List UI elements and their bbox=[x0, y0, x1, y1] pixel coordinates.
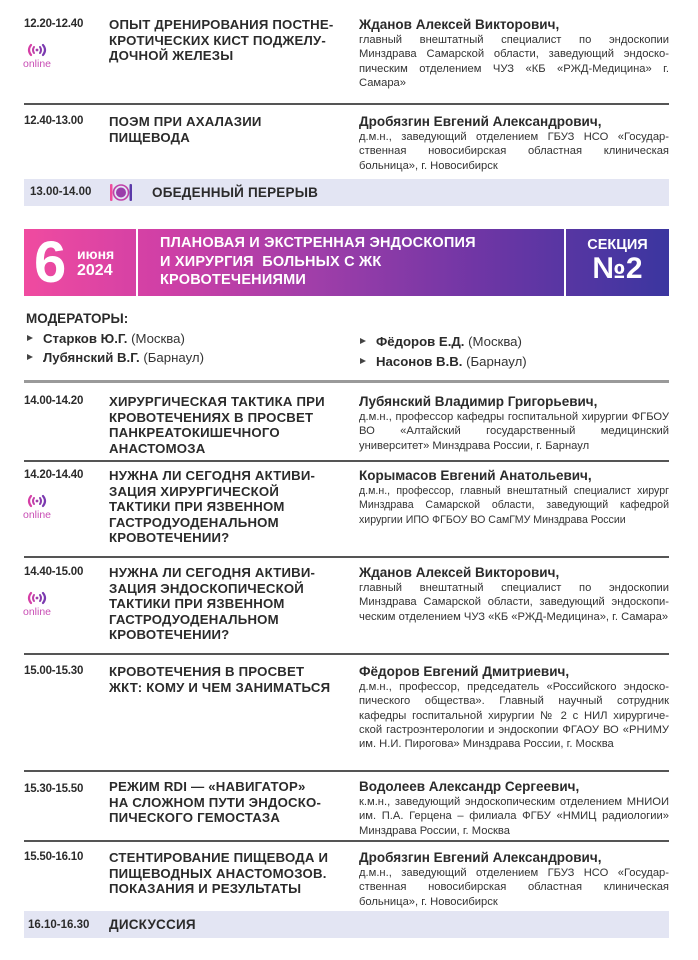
break-time: 13.00-14.00 bbox=[30, 186, 92, 198]
section-title: ПЛАНОВАЯ И ЭКСТРЕННАЯ ЭНДОСКОПИЯ И ХИРУРГИЯ БОЛЬНЫХ С ЖК КРОВОТЕЧЕНИЯМИ bbox=[160, 235, 476, 288]
session-time: 14.40-15.00 bbox=[24, 566, 84, 578]
moderator-name: Фёдоров Е.Д. bbox=[376, 334, 465, 349]
row-divider bbox=[24, 770, 669, 772]
session-title: РЕЖИМ RDI — «НАВИГАТОР» НА СЛОЖНОМ ПУТИ ЭНДОСКО- ПИЧЕСКОГО ГЕМОСТАЗА bbox=[109, 779, 322, 825]
speaker bbox=[359, 114, 669, 173]
speaker bbox=[359, 394, 669, 453]
speaker-name: Корымасов Евгений Анатольевич, bbox=[359, 468, 592, 483]
discussion-bar bbox=[24, 911, 669, 938]
row-divider bbox=[24, 840, 669, 842]
speaker-bio: д.м.н., заведующий отделением ГБУЗ НСО «Государ-ственная новосибирская областная клиническая больница», г. Новосибирск bbox=[359, 867, 669, 908]
moderator-name: Старков Ю.Г. bbox=[43, 331, 128, 346]
moderator-item bbox=[27, 350, 204, 365]
session-time: 12.40-13.00 bbox=[24, 115, 84, 127]
speaker bbox=[359, 17, 669, 90]
broadcast-icon bbox=[26, 43, 48, 57]
session-time: 15.00-15.30 bbox=[24, 665, 84, 677]
row-divider bbox=[24, 103, 669, 105]
session-title: ПОЭМ ПРИ АХАЛАЗИИ ПИЩЕВОДА bbox=[109, 114, 262, 145]
moderator-city: (Москва) bbox=[468, 334, 522, 349]
session-time: 15.30-15.50 bbox=[24, 783, 84, 795]
session-time: 14.20-14.40 bbox=[24, 469, 84, 481]
schedule-row bbox=[24, 851, 669, 906]
moderator-city: (Москва) bbox=[131, 331, 185, 346]
row-divider bbox=[24, 556, 669, 558]
online-label: online bbox=[22, 58, 52, 70]
plate-cutlery-icon bbox=[108, 182, 134, 203]
speaker bbox=[359, 565, 669, 624]
moderator-item bbox=[27, 331, 185, 346]
speaker-bio: д.м.н., профессор, председатель «Российского эндоско-пического общества». Главный научный сотрудник кафедры госпитальной хирургии № 2 с НИЛ хирургиче-ской гастроэнтерологии и эндоскопии ФГАОУ ВО «РНИМУ им. Н.И. Пирогова» Минздрава России, г. Москва bbox=[359, 681, 669, 751]
date-month: июня bbox=[77, 246, 115, 262]
moderator-name: Насонов В.В. bbox=[376, 354, 463, 369]
schedule-row bbox=[24, 566, 669, 651]
session-time: 15.50-16.10 bbox=[24, 851, 84, 863]
section-label: СЕКЦИЯ bbox=[587, 237, 648, 253]
discussion-label: ДИСКУССИЯ bbox=[109, 917, 196, 932]
speaker bbox=[359, 468, 669, 527]
bullet-triangle-icon bbox=[360, 338, 366, 344]
moderators bbox=[26, 311, 671, 326]
bullet-triangle-icon bbox=[27, 354, 33, 360]
broadcast-icon bbox=[26, 591, 48, 605]
bullet-triangle-icon bbox=[360, 358, 366, 364]
speaker-name: Водолеев Александр Сергеевич, bbox=[359, 779, 580, 794]
schedule-row bbox=[24, 395, 669, 457]
session-title: НУЖНА ЛИ СЕГОДНЯ АКТИВИ- ЗАЦИЯ ХИРУРГИЧЕСКОЙ ТАКТИКИ ПРИ ЯЗВЕННОМ ГАСТРОДУОДЕНАЛЬНОМ КРОВОТЕЧЕНИИ? bbox=[109, 468, 316, 545]
section-banner bbox=[24, 229, 669, 296]
session-time: 12.20-12.40 bbox=[24, 18, 84, 30]
online-label: online bbox=[22, 606, 52, 618]
online-badge bbox=[17, 591, 57, 618]
moderator-name: Лубянский В.Г. bbox=[43, 350, 140, 365]
session-time: 14.00-14.20 bbox=[24, 395, 84, 407]
moderator-city: (Барнаул) bbox=[466, 354, 527, 369]
date-day: 6 bbox=[34, 230, 67, 295]
schedule-row bbox=[24, 780, 669, 840]
speaker-bio: главный внештатный специалист по эндоскопии Минздрава Самарской области, заведующий эндоско-пическим отделением ЧУЗ «КБ «РЖД-Медицина» г. Самара» bbox=[359, 34, 669, 89]
session-title: ХИРУРГИЧЕСКАЯ ТАКТИКА ПРИ КРОВОТЕЧЕНИЯХ В ПРОСВЕТ ПАНКРЕАТОКИШЕЧНОГО АНАСТОМОЗА bbox=[109, 394, 325, 456]
speaker-name: Жданов Алексей Викторович, bbox=[359, 565, 560, 580]
online-label: online bbox=[22, 509, 52, 521]
speaker bbox=[359, 664, 669, 751]
session-title: ОПЫТ ДРЕНИРОВАНИЯ ПОСТНЕ- КРОТИЧЕСКИХ КИСТ ПОДЖЕЛУ- ДОЧНОЙ ЖЕЛЕЗЫ bbox=[109, 17, 334, 63]
speaker-name: Дробязгин Евгений Александрович, bbox=[359, 114, 602, 129]
discussion-time: 16.10-16.30 bbox=[28, 919, 90, 931]
break-label: ОБЕДЕННЫЙ ПЕРЕРЫВ bbox=[152, 185, 319, 200]
speaker-name: Лубянский Владимир Григорьевич, bbox=[359, 394, 598, 409]
bullet-triangle-icon bbox=[27, 335, 33, 341]
session-title: КРОВОТЕЧЕНИЯ В ПРОСВЕТ ЖКТ: КОМУ И ЧЕМ ЗАНИМАТЬСЯ bbox=[109, 664, 331, 695]
date-box bbox=[24, 229, 136, 296]
schedule-row bbox=[24, 18, 669, 98]
schedule-row bbox=[24, 469, 669, 554]
speaker-name: Дробязгин Евгений Александрович, bbox=[359, 850, 602, 865]
speaker-name: Жданов Алексей Викторович, bbox=[359, 17, 560, 32]
speaker bbox=[359, 779, 669, 838]
row-divider bbox=[24, 653, 669, 655]
moderator-item bbox=[360, 354, 527, 369]
speaker-bio: д.м.н., профессор кафедры госпитальной хирургии ФГБОУ ВО «Алтайский государственный медицинский университет» Минздрава России, г. Барнаул bbox=[359, 411, 669, 452]
online-badge bbox=[17, 494, 57, 521]
banner-separator bbox=[136, 229, 138, 296]
speaker bbox=[359, 850, 669, 909]
row-divider bbox=[24, 460, 669, 462]
schedule-row bbox=[24, 115, 669, 175]
speaker-name: Фёдоров Евгений Дмитриевич, bbox=[359, 664, 570, 679]
speaker-bio: к.м.н., заведующий эндоскопическим отделением МНИОИ им. П.А. Герцена – филиала ФГБУ «НМИЦ радиологии» Минздрава России, г. Москва bbox=[359, 796, 669, 837]
section-number: №2 bbox=[592, 252, 643, 285]
online-badge bbox=[17, 43, 57, 70]
moderator-city: (Барнаул) bbox=[143, 350, 204, 365]
date-year: 2024 bbox=[77, 262, 113, 279]
moderator-item bbox=[360, 334, 522, 349]
speaker-bio: д.м.н., профессор, главный внештатный специалист хирург Минздрава Самарской области, заведующий кафедрой хирургии ИПО ФГБОУ ВО СамГМУ Минздрава России bbox=[359, 485, 669, 526]
session-title: СТЕНТИРОВАНИЕ ПИЩЕВОДА И ПИЩЕВОДНЫХ АНАСТОМОЗОВ. ПОКАЗАНИЯ И РЕЗУЛЬТАТЫ bbox=[109, 850, 329, 896]
moderators-heading: МОДЕРАТОРЫ: bbox=[26, 311, 129, 326]
broadcast-icon bbox=[26, 494, 48, 508]
speaker-bio: главный внештатный специалист по эндоскопии Минздрава Самарской области, заведующий эндоскопи-ческим отделением ЧУЗ «КБ «РЖД-Медицина», г. Самара» bbox=[359, 582, 669, 623]
lunch-break-bar bbox=[24, 179, 669, 206]
session-title: НУЖНА ЛИ СЕГОДНЯ АКТИВИ- ЗАЦИЯ ЭНДОСКОПИЧЕСКОЙ ТАКТИКИ ПРИ ЯЗВЕННОМ ГАСТРОДУОДЕНАЛЬНОМ КРОВОТЕЧЕНИИ? bbox=[109, 565, 316, 642]
schedule-row bbox=[24, 665, 669, 765]
moderators-divider bbox=[24, 380, 669, 383]
speaker-bio: д.м.н., заведующий отделением ГБУЗ НСО «Государ-ственная новосибирская областная клиническая больница», г. Новосибирск bbox=[359, 131, 669, 172]
